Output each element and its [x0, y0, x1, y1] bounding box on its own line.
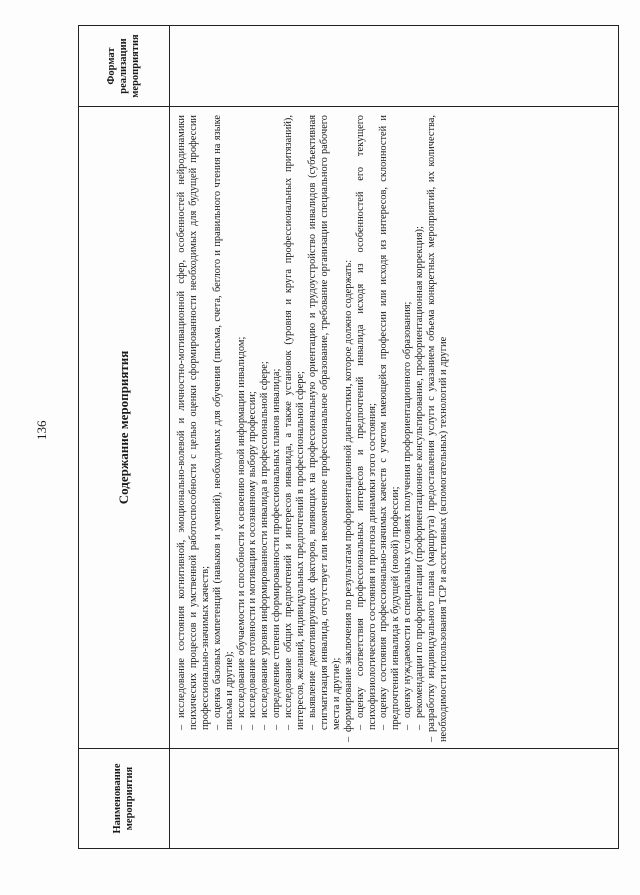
events-table [78, 25, 619, 849]
list-item-text: исследование уровня информированности инвалида в профессиональной сфере; [259, 361, 271, 718]
page-number: 136 [34, 420, 49, 440]
list-item-text: оценка базовых компетенций (навыков и умений), необходимых для обучения (письма, счета, беглого и правильного чтения на языке письма и другие); [211, 115, 235, 730]
list-dash: – [354, 724, 366, 730]
header-content: Содержание мероприятия [79, 106, 169, 748]
list-item [283, 115, 307, 742]
list-item [236, 115, 248, 742]
table-header-row [79, 26, 170, 848]
header-format: Формат реализации мероприятия [105, 34, 142, 98]
list-item-text: исследование состояния когнитивной, эмоционально-волевой и личностно-мотивационной сфер, особенностей нейродинамики психических процессов и умственной работоспособности с целью оценки сформированности необходимых для будущей профессии профессионально-значимых качеств; [176, 115, 211, 730]
list-item [259, 115, 271, 742]
list-dash: – [426, 736, 438, 742]
list-item-text: определение степени сформированности профессиональных планов инвалида; [271, 368, 283, 718]
list-dash: – [378, 724, 390, 730]
list-item [271, 115, 283, 742]
cell-name [170, 748, 618, 848]
list-item-text: оценку соответствия профессиональных интересов и предпочтений инвалида исходя из особенностей его текущего психофизиологического состояния и прогноза динамики этого состояния; [354, 115, 378, 730]
list-item [414, 115, 426, 742]
list-item [355, 115, 379, 742]
list-item [247, 115, 259, 742]
list-dash: – [342, 736, 354, 742]
list-dash: – [259, 724, 271, 730]
cell-format [170, 26, 618, 106]
list-item-text: рекомендации по профориентации (профориентационное консультирование, профориентационная коррекция); [414, 226, 426, 718]
list-item-text: разработку индивидуального плана (маршрута) предоставления услуги с указанием объема конкретных мероприятий, их количества, необходимости использования ТСР и ассистивных (вспомогательных) технологий и другие [426, 115, 449, 742]
list-item [343, 115, 355, 742]
list-item-text: формирование заключения по результатам профориентационной диагностики, которое должно содержать: [342, 259, 354, 732]
list-item [426, 115, 450, 742]
list-item-text: исследование общих предпочтений и интересов инвалида, а также установок (уровня и круга профессиональных притязаний), интересов, желаний, индивидуальных предпочтений в профессиональной сфере; [283, 115, 307, 730]
list-item [176, 115, 212, 742]
list-dash: – [402, 724, 414, 730]
header-name: Наименование мероприятия [79, 748, 169, 848]
list-dash: – [235, 724, 247, 730]
list-dash: – [306, 724, 318, 730]
list-dash: – [283, 724, 295, 730]
list-dash: – [414, 724, 426, 730]
list-dash: – [176, 724, 187, 730]
cell-content [170, 106, 618, 748]
list-dash: – [271, 724, 283, 730]
table-body-row [170, 26, 618, 848]
list-item [378, 115, 402, 742]
list-item-text: выявление демотивирующих факторов, влияющих на профессиональную ориентацию и трудоустройство инвалидов (субъективная стигматизация инвалида, отсутствует или неоконченное профессиональное образование, требование организации специального рабочего места и другие); [306, 115, 342, 730]
list-item-text: исследование готовности и мотивации к осознанному выбору профессии; [247, 391, 259, 718]
list-item-text: исследование обучаемости и способности к освоению новой информации инвалидом; [235, 336, 247, 718]
list-dash: – [247, 724, 259, 730]
list-item-text: оценку нуждаемости в специальных условиях получения профориентационного образования; [402, 301, 414, 718]
list-item [307, 115, 343, 742]
list-item-text: оценку состояния профессионально-значимых качеств с учетом имеющейся профессии или исходя из интересов, склонностей и предпочтений инвалида к будущей (новой) профессии; [378, 115, 402, 730]
list-item [212, 115, 236, 742]
list-item [402, 115, 414, 742]
list-dash: – [211, 724, 223, 730]
